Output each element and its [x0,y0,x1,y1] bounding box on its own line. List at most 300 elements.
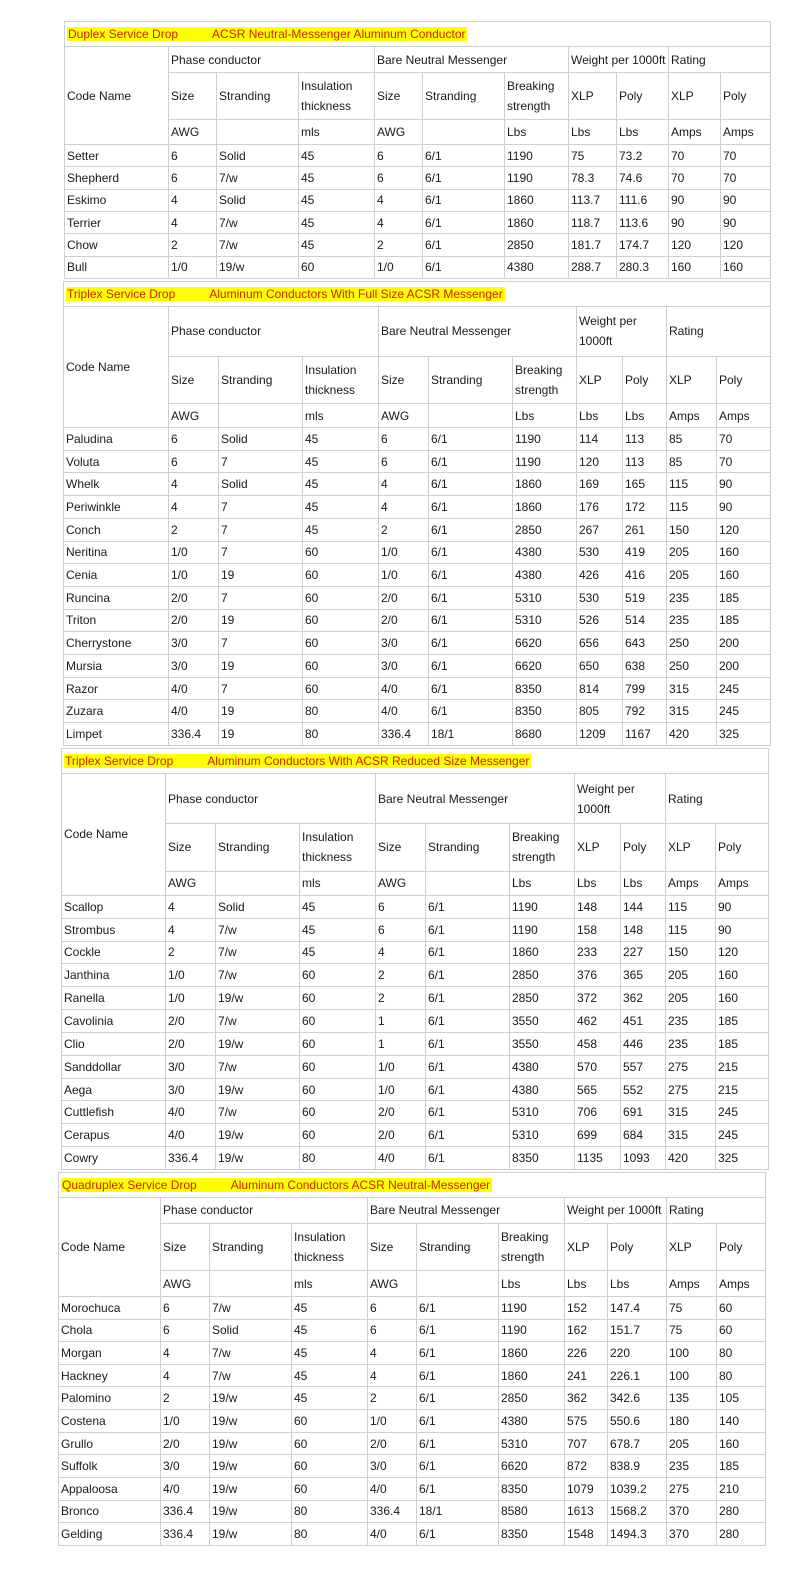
section-title: Triplex Service Drop Aluminum Conductors With Full Size ACSR Messenger [64,282,771,307]
data-cell: 799 [623,677,667,700]
data-cell: 60 [303,655,379,678]
data-cell: 227 [621,941,666,964]
data-cell: 45 [300,895,376,918]
quadruplex-table: Quadruplex Service Drop Aluminum Conductors ACSR Neutral-Messenger Code Name Phase conductor Bare Neutral Messenger Weight per 1000ft Rating Size Stranding Insulation thickness Size Stranding Breaking strength XLP Poly XLP Poly AWG mls AWG Lbs Lbs Lbs Amps Amps Morochuca 6 7/w 45 6 6/1 1190 152 147.4 75 60 Chola 6 Solid 45 6 6/1 1190 162 151.7 75 60 Morgan 4 7/w 45 4 6/1 1860 226 220 100 80 Hackney 4 7/w 45 4 6/1 1860 241 226.1 100 80 Palomino 2 19/w 45 2 6/1 2850 362 342.6 135 105 Costena 1/0 19/w 60 1/0 6/1 4380 575 550.6 180 140 Grullo 2/0 19/w 60 2/0 6/1 5310 707 678.7 205 160 Suffolk 3/0 19/w 60 3/0 6/1 6620 872 838.9 235 185 Appaloosa 4/0 19/w 60 4/0 6/1 8350 1079 1039.2 275 210 Bronco 336.4 19/w 80 336.4 18/1 8580 1613 1568.2 370 280 Gelding 336.4 19/w 80 4/0 6/1 8350 1548 1494.3 370 280 [58,1172,766,1546]
data-cell: 148 [575,895,621,918]
data-cell: 60 [292,1477,368,1500]
data-cell: 336.4 [161,1500,210,1523]
bare-neutral-header: Bare Neutral Messenger [375,47,569,72]
data-cell: 115 [667,473,717,496]
code-name-cell: Cherrystone [64,632,169,655]
data-cell: 1860 [505,212,569,234]
data-cell: 2/0 [169,609,219,632]
table-row [64,473,771,496]
data-cell: 3/0 [169,655,219,678]
table-row [59,1477,766,1500]
data-cell: 6/1 [429,496,513,519]
data-cell: Solid [216,895,300,918]
data-cell: 6/1 [426,964,510,987]
data-cell: 19/w [210,1432,292,1455]
data-cell: 2 [376,964,426,987]
data-cell: 7/w [216,918,300,941]
data-cell: 60 [300,1078,376,1101]
data-cell: 19/w [210,1477,292,1500]
data-cell: 1548 [565,1523,608,1546]
code-name-header: Code Name [62,774,166,896]
data-cell: 160 [717,564,771,587]
data-cell: 151.7 [608,1319,667,1342]
table-row [64,428,771,451]
data-cell: 8350 [513,700,577,723]
data-cell: 707 [565,1432,608,1455]
weight-header: Weight per 1000ft [565,1197,667,1223]
data-cell: 365 [621,964,666,987]
data-cell: 18/1 [417,1500,499,1523]
data-cell: 4 [169,212,217,234]
data-cell: 4/0 [376,1147,426,1170]
data-cell: 205 [667,1432,717,1455]
data-cell: 7/w [210,1342,292,1365]
data-cell: 6/1 [429,677,513,700]
code-name-cell: Cowry [62,1147,166,1170]
data-cell: 336.4 [379,723,429,746]
data-cell: 3/0 [169,632,219,655]
data-cell: 1/0 [376,1055,426,1078]
table-row [62,1010,769,1033]
code-name-cell: Hackney [59,1364,161,1387]
data-cell: Solid [219,428,303,451]
phase-conductor-header: Phase conductor [166,774,376,824]
data-cell: 144 [621,895,666,918]
data-cell: 6/1 [423,234,505,256]
code-name-cell: Runcina [64,586,169,609]
data-cell: 75 [569,145,617,167]
data-cell: 45 [299,234,375,256]
data-cell: 275 [667,1477,717,1500]
data-cell: 19/w [216,1147,300,1170]
data-cell: 6620 [513,632,577,655]
data-cell: 245 [717,700,771,723]
data-cell: 4 [379,496,429,519]
section-title: Quadruplex Service Drop Aluminum Conductors ACSR Neutral-Messenger [59,1173,766,1198]
table-row [64,518,771,541]
data-cell: 60 [303,586,379,609]
data-cell: 45 [292,1319,368,1342]
data-cell: 2 [166,941,216,964]
table-row [64,632,771,655]
code-name-cell: Limpet [64,723,169,746]
data-cell: 45 [299,145,375,167]
data-cell: 80 [292,1500,368,1523]
data-cell: 4 [169,496,219,519]
data-cell: 315 [666,1124,716,1147]
phase-conductor-header: Phase conductor [169,306,379,356]
data-cell: 70 [717,450,771,473]
data-cell: 1190 [510,918,575,941]
data-cell: 1/0 [166,987,216,1010]
data-cell: 3550 [510,1032,575,1055]
data-cell: 6 [368,1296,417,1319]
data-cell: 19/w [210,1455,292,1478]
data-cell: 1860 [499,1342,565,1365]
data-cell: 2850 [510,964,575,987]
data-cell: 60 [717,1296,766,1319]
data-cell: 3/0 [161,1455,210,1478]
data-cell: 4380 [513,564,577,587]
rating-header: Rating [666,774,769,824]
data-cell: 2 [375,234,423,256]
table-row [64,655,771,678]
table-row [59,1364,766,1387]
data-cell: 205 [666,987,716,1010]
data-cell: 7 [219,677,303,700]
table-row [59,1387,766,1410]
data-cell: 6/1 [429,541,513,564]
data-cell: 45 [292,1342,368,1365]
data-cell: 1/0 [169,256,217,278]
code-name-cell: Sanddollar [62,1055,166,1078]
data-cell: 60 [292,1455,368,1478]
data-cell: 205 [666,964,716,987]
data-cell: 1860 [505,189,569,211]
data-cell: 147.4 [608,1296,667,1319]
data-cell: 362 [621,987,666,1010]
data-cell: 1093 [621,1147,666,1170]
data-cell: 2 [169,518,219,541]
data-cell: 70 [669,145,721,167]
data-cell: 60 [303,677,379,700]
data-cell: 426 [577,564,623,587]
data-cell: 5310 [510,1124,575,1147]
data-cell: 6/1 [429,655,513,678]
data-cell: 120 [577,450,623,473]
table-row [64,677,771,700]
data-cell: 2/0 [376,1101,426,1124]
data-cell: 60 [300,1010,376,1033]
data-cell: 250 [667,632,717,655]
data-cell: 6/1 [417,1432,499,1455]
data-cell: 45 [303,518,379,541]
data-cell: 200 [717,655,771,678]
data-cell: 241 [565,1364,608,1387]
data-cell: 4380 [510,1078,575,1101]
data-cell: 150 [667,518,717,541]
data-cell: 19/w [210,1523,292,1546]
data-cell: 60 [303,541,379,564]
data-cell: 6/1 [429,609,513,632]
data-cell: 6/1 [423,167,505,189]
data-cell: 6 [169,450,219,473]
code-name-cell: Conch [64,518,169,541]
data-cell: 105 [717,1387,766,1410]
table-row [64,586,771,609]
data-cell: 1860 [499,1364,565,1387]
data-cell: 6/1 [426,1101,510,1124]
data-cell: 6/1 [417,1387,499,1410]
data-cell: 45 [303,473,379,496]
data-cell: 814 [577,677,623,700]
code-name-cell: Cerapus [62,1124,166,1147]
table-row [62,987,769,1010]
data-cell: 118.7 [569,212,617,234]
table-row [64,723,771,746]
data-cell: 570 [575,1055,621,1078]
data-cell: 19/w [217,256,299,278]
data-cell: 160 [717,541,771,564]
code-name-cell: Chow [65,234,169,256]
table-row [62,1032,769,1055]
data-cell: 4 [376,941,426,964]
data-cell: 275 [666,1055,716,1078]
section-title: Duplex Service Drop ACSR Neutral-Messenger Aluminum Conductor [65,22,771,47]
data-cell: 3/0 [379,655,429,678]
table-row [65,145,771,167]
code-name-cell: Aega [62,1078,166,1101]
data-cell: 458 [575,1032,621,1055]
data-cell: 4 [379,473,429,496]
data-cell: 45 [303,428,379,451]
data-cell: 19 [219,700,303,723]
code-name-cell: Paludina [64,428,169,451]
data-cell: 325 [717,723,771,746]
data-cell: 2/0 [166,1010,216,1033]
data-cell: 120 [717,518,771,541]
data-cell: 7 [219,632,303,655]
data-cell: 185 [717,1455,766,1478]
data-cell: 2/0 [376,1124,426,1147]
bare-neutral-header: Bare Neutral Messenger [376,774,575,824]
data-cell: 557 [621,1055,666,1078]
data-cell: 45 [292,1364,368,1387]
data-cell: 158 [575,918,621,941]
data-cell: 4/0 [166,1101,216,1124]
data-cell: 174.7 [617,234,669,256]
data-cell: 1/0 [161,1410,210,1433]
data-cell: 6/1 [417,1342,499,1365]
data-cell: 4/0 [169,677,219,700]
data-cell: 315 [667,677,717,700]
data-cell: 288.7 [569,256,617,278]
data-cell: 2/0 [379,586,429,609]
data-cell: 233 [575,941,621,964]
code-name-cell: Bronco [59,1500,161,1523]
data-cell: 111.6 [617,189,669,211]
code-name-cell: Periwinkle [64,496,169,519]
phase-conductor-header: Phase conductor [169,47,375,72]
data-cell: 1860 [510,941,575,964]
code-name-cell: Setter [65,145,169,167]
data-cell: 2850 [505,234,569,256]
data-cell: 45 [303,496,379,519]
data-cell: 152 [565,1296,608,1319]
phase-conductor-header: Phase conductor [161,1197,368,1223]
data-cell: 115 [667,496,717,519]
data-cell: 162 [565,1319,608,1342]
data-cell: 60 [300,1055,376,1078]
data-cell: 1190 [513,450,577,473]
data-cell: 148 [621,918,666,941]
code-name-cell: Costena [59,1410,161,1433]
weight-header: Weight per 1000ft [577,306,667,356]
data-cell: 4 [166,918,216,941]
data-cell: 8680 [513,723,577,746]
data-cell: 4 [161,1342,210,1365]
data-cell: 530 [577,586,623,609]
data-cell: 4/0 [161,1477,210,1500]
data-cell: 1568.2 [608,1500,667,1523]
data-cell: 60 [300,1101,376,1124]
data-cell: 185 [717,586,771,609]
table-row [59,1500,766,1523]
data-cell: 4380 [513,541,577,564]
data-cell: 160 [717,1432,766,1455]
data-cell: 1209 [577,723,623,746]
data-cell: 45 [303,450,379,473]
data-cell: 362 [565,1387,608,1410]
weight-header: Weight per 1000ft [575,774,666,824]
data-cell: 420 [666,1147,716,1170]
code-name-cell: Cavolinia [62,1010,166,1033]
data-cell: 1190 [510,895,575,918]
data-cell: 4/0 [368,1523,417,1546]
table-row [59,1432,766,1455]
data-cell: 215 [716,1055,769,1078]
data-cell: 4/0 [379,677,429,700]
data-cell: 4 [169,473,219,496]
data-cell: 210 [717,1477,766,1500]
table-row [62,1124,769,1147]
data-cell: 1167 [623,723,667,746]
data-cell: 2/0 [169,586,219,609]
data-cell: 575 [565,1410,608,1433]
data-cell: 70 [721,145,771,167]
data-cell: 7 [219,586,303,609]
data-cell: 245 [716,1101,769,1124]
data-cell: 6/1 [429,586,513,609]
data-cell: 1860 [513,473,577,496]
data-cell: 7/w [216,1101,300,1124]
data-cell: 6 [368,1319,417,1342]
data-cell: 176 [577,496,623,519]
data-cell: 678.7 [608,1432,667,1455]
data-cell: 45 [299,167,375,189]
data-cell: 872 [565,1455,608,1478]
code-name-cell: Eskimo [65,189,169,211]
code-name-cell: Strombus [62,918,166,941]
table-row [62,1147,769,1170]
data-cell: 78.3 [569,167,617,189]
rating-header: Rating [667,1197,766,1223]
data-cell: 160 [721,256,771,278]
data-cell: 6/1 [426,1032,510,1055]
data-cell: 325 [716,1147,769,1170]
data-cell: 2850 [510,987,575,1010]
table-row [65,189,771,211]
data-cell: Solid [217,145,299,167]
code-name-header: Code Name [59,1197,161,1296]
data-cell: 75 [667,1319,717,1342]
data-cell: 3/0 [166,1078,216,1101]
data-cell: 6/1 [423,189,505,211]
data-cell: 60 [300,987,376,1010]
table-row [62,964,769,987]
data-cell: 1190 [499,1296,565,1319]
data-cell: 691 [621,1101,666,1124]
table-row [64,496,771,519]
code-name-cell: Neritina [64,541,169,564]
data-cell: 19/w [210,1387,292,1410]
table-row [62,895,769,918]
table-row [59,1410,766,1433]
data-cell: 275 [666,1078,716,1101]
duplex-table: Duplex Service Drop ACSR Neutral-Messenger Aluminum Conductor Code Name Phase conductor Bare Neutral Messenger Weight per 1000ft Rating Size Stranding Insulation thickness Size Stranding Breaking strength XLP Poly XLP Poly AWG mls AWG Lbs Lbs Lbs Amps Amps Setter 6 Solid 45 6 6/1 1190 75 73.2 70 70 Shepherd 6 7/w 45 6 6/1 1190 78.3 74.6 70 70 Eskimo 4 Solid 45 4 6/1 1860 113.7 111.6 90 90 Terrier 4 7/w 45 4 6/1 1860 118.7 113.6 90 90 Chow 2 7/w 45 2 6/1 2850 181.7 174.7 120 120 Bull 1/0 19/w 60 1/0 6/1 4380 288.7 280.3 160 160 [64,21,771,279]
quadruplex-section [58,1172,765,1546]
data-cell: 235 [667,586,717,609]
data-cell: 6 [376,918,426,941]
data-cell: 6/1 [423,256,505,278]
data-cell: 4/0 [368,1477,417,1500]
data-cell: 80 [303,723,379,746]
data-cell: 6/1 [417,1364,499,1387]
data-cell: 1 [376,1010,426,1033]
data-cell: 18/1 [429,723,513,746]
data-cell: 1190 [505,167,569,189]
data-cell: 169 [577,473,623,496]
data-cell: 552 [621,1078,666,1101]
data-cell: 19 [219,609,303,632]
data-cell: 226 [565,1342,608,1365]
data-cell: 7/w [216,1010,300,1033]
data-cell: 19/w [216,1032,300,1055]
table-row [59,1455,766,1478]
data-cell: 7/w [217,212,299,234]
data-cell: 4/0 [169,700,219,723]
data-cell: 1 [376,1032,426,1055]
data-cell: 6/1 [426,987,510,1010]
data-cell: 5310 [513,586,577,609]
data-cell: 60 [300,1124,376,1147]
data-cell: 120 [721,234,771,256]
data-cell: 45 [292,1296,368,1319]
data-cell: 3550 [510,1010,575,1033]
data-cell: 530 [577,541,623,564]
data-cell: 1/0 [166,964,216,987]
data-cell: 420 [667,723,717,746]
data-cell: 519 [623,586,667,609]
data-cell: 6/1 [426,1124,510,1147]
data-cell: 135 [667,1387,717,1410]
data-cell: 60 [303,632,379,655]
data-cell: 280 [717,1500,766,1523]
data-cell: 115 [666,895,716,918]
data-cell: 6/1 [429,700,513,723]
data-cell: 7/w [210,1296,292,1319]
table-row [62,1101,769,1124]
data-cell: 113.6 [617,212,669,234]
data-cell: 6/1 [417,1455,499,1478]
data-cell: 3/0 [166,1055,216,1078]
data-cell: 185 [716,1010,769,1033]
data-cell: 7/w [217,234,299,256]
data-cell: 205 [667,541,717,564]
data-cell: 1/0 [379,564,429,587]
data-cell: 1613 [565,1500,608,1523]
code-name-cell: Voluta [64,450,169,473]
table-row [64,541,771,564]
data-cell: 1494.3 [608,1523,667,1546]
data-cell: 6 [379,428,429,451]
data-cell: 7/w [216,941,300,964]
